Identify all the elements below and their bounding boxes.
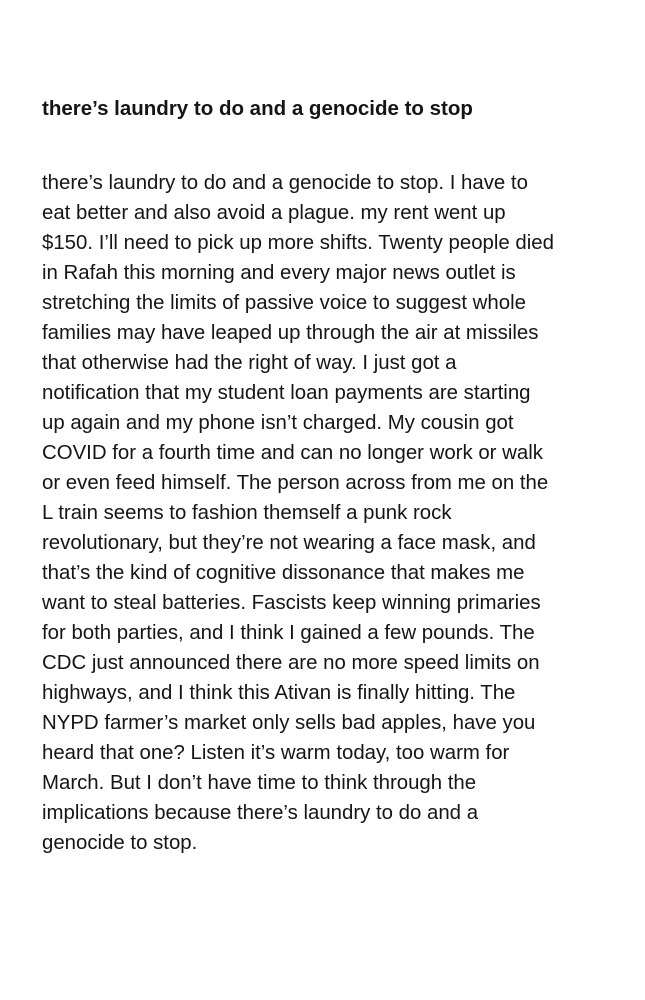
body-line: CDC just announced there are no more speed limits on bbox=[42, 652, 540, 674]
body-line: want to steal batteries. Fascists keep winning primaries bbox=[42, 592, 541, 614]
body-line: families may have leaped up through the air at missiles bbox=[42, 322, 539, 344]
document-body bbox=[42, 168, 617, 858]
body-line: heard that one? Listen it’s warm today, too warm for bbox=[42, 742, 510, 764]
body-line: that’s the kind of cognitive dissonance that makes me bbox=[42, 562, 525, 584]
body-line: COVID for a fourth time and can no longer work or walk bbox=[42, 442, 543, 464]
body-line: highways, and I think this Ativan is finally hitting. The bbox=[42, 682, 516, 704]
body-line: eat better and also avoid a plague. my rent went up bbox=[42, 202, 506, 224]
body-line: implications because there’s laundry to do and a bbox=[42, 802, 479, 824]
document-page bbox=[42, 93, 617, 858]
body-line: that otherwise had the right of way. I just got a bbox=[42, 352, 457, 374]
body-line: or even feed himself. The person across from me on the bbox=[42, 472, 549, 494]
body-line: genocide to stop. bbox=[42, 832, 198, 854]
body-line: stretching the limits of passive voice to suggest whole bbox=[42, 292, 526, 314]
body-line: March. But I don’t have time to think through the bbox=[42, 772, 477, 794]
body-line: notification that my student loan payments are starting bbox=[42, 382, 531, 404]
body-line: in Rafah this morning and every major news outlet is bbox=[42, 262, 516, 284]
body-line: for both parties, and I think I gained a few pounds. The bbox=[42, 622, 535, 644]
body-line: revolutionary, but they’re not wearing a face mask, and bbox=[42, 532, 536, 554]
body-line: L train seems to fashion themself a punk rock bbox=[42, 502, 452, 524]
body-line: $150. I’ll need to pick up more shifts. Twenty people died bbox=[42, 232, 554, 254]
document-title: there’s laundry to do and a genocide to stop bbox=[42, 97, 473, 120]
body-line: there’s laundry to do and a genocide to stop. I have to bbox=[42, 172, 528, 194]
body-line: up again and my phone isn’t charged. My cousin got bbox=[42, 412, 514, 434]
body-line: NYPD farmer’s market only sells bad apples, have you bbox=[42, 712, 536, 734]
